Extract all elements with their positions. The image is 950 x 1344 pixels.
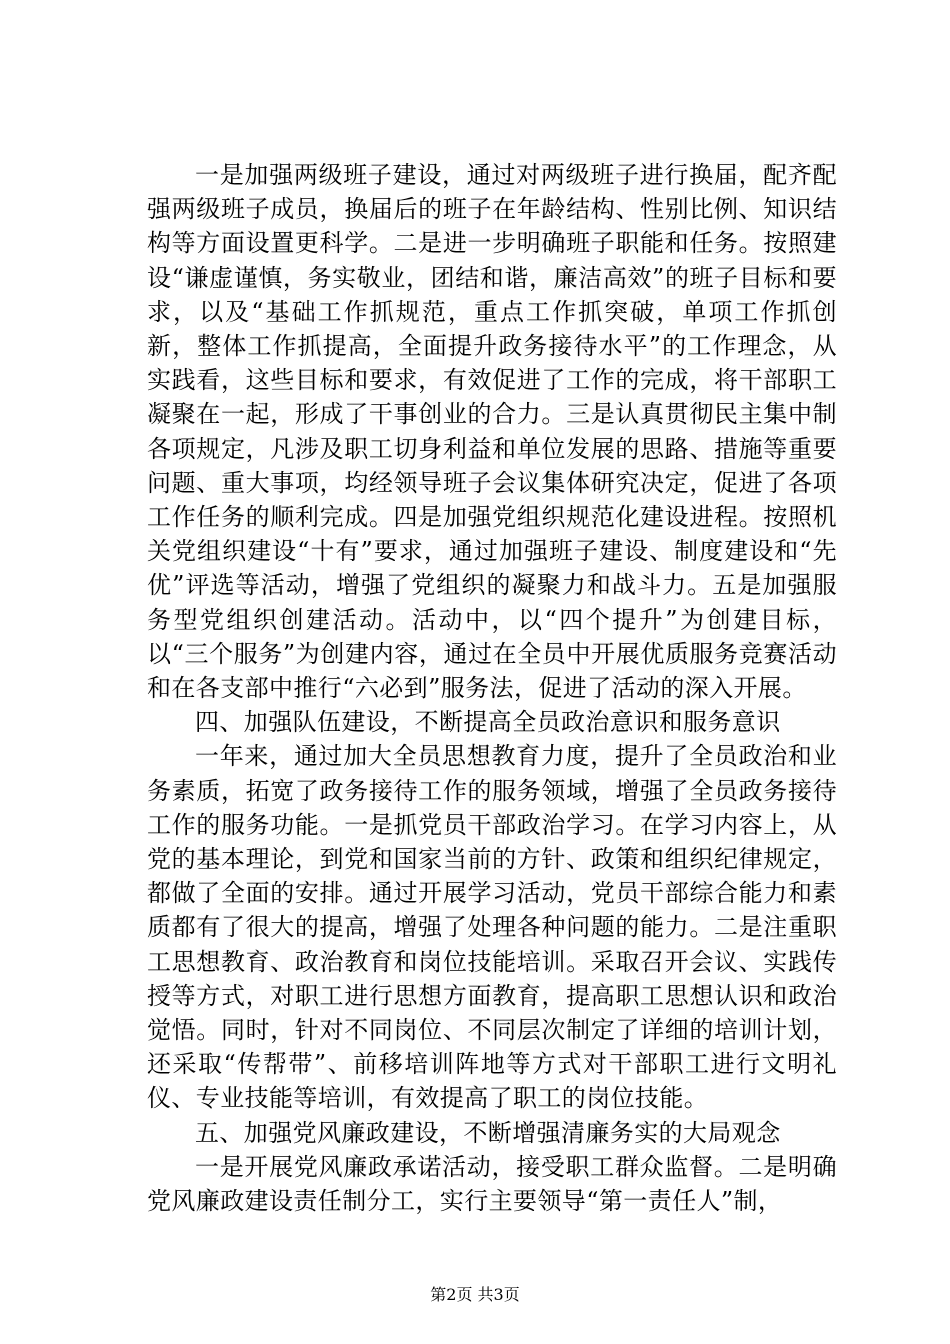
section-heading-team-building: 四、加强队伍建设，不断提高全员政治意识和服务意识 xyxy=(195,708,781,737)
paragraph-integrity: 一是开展党风廉政承诺活动，接受职工群众监督。二是明确党风廉政建设责任制分工，实行主要领导“第一责任人”制， xyxy=(147,1152,837,1216)
section-heading-integrity: 五、加强党风廉政建设，不断增强清廉务实的大局观念 xyxy=(195,1118,781,1147)
page-number-footer: 第2页 共3页 xyxy=(430,1285,520,1304)
paragraph-team-building: 一年来，通过加大全员思想教育力度，提升了全员政治和业务素质，拓宽了政务接待工作的服务领域，增强了全员政务接待工作的服务功能。一是抓党员干部政治学习。在学习内容上，从党的基本理论，到党和国家当前的方针、政策和组织纪律规定，都做了全面的安排。通过开展学习活动，党员干部综合能力和素质都有了很大的提高，增强了处理各种问题的能力。二是注重职工思想教育、政治教育和岗位技能培训。采取召开会议、实践传授等方式，对职工进行思想方面教育，提高职工思想认识和政治觉悟。同时，针对不同岗位、不同层次制定了详细的培训计划，还采取“传帮带”、前移培训阵地等方式对干部职工进行文明礼仪、专业技能等培训，有效提高了职工的岗位技能。 xyxy=(147,742,837,1113)
document-body xyxy=(147,158,837,1218)
paragraph-leadership: 一是加强两级班子建设，通过对两级班子进行换届，配齐配强两级班子成员，换届后的班子在年龄结构、性别比例、知识结构等方面设置更科学。二是进一步明确班子职能和任务。按照建设“谦虚谨慎，务实敬业，团结和谐，廉洁高效”的班子目标和要求，以及“基础工作抓规范，重点工作抓突破，单项工作抓创新，整体工作抓提高，全面提升政务接待水平”的工作理念，从实践看，这些目标和要求，有效促进了工作的完成，将干部职工凝聚在一起，形成了干事创业的合力。三是认真贯彻民主集中制各项规定，凡涉及职工切身利益和单位发展的思路、措施等重要问题、重大事项，均经领导班子会议集体研究决定，促进了各项工作任务的顺利完成。四是加强党组织规范化建设进程。按照机关党组织建设“十有”要求，通过加强班子建设、制度建设和“先优”评选等活动，增强了党组织的凝聚力和战斗力。五是加强服务型党组织创建活动。活动中，以“四个提升”为创建目标，以“三个服务”为创建内容，通过在全员中开展优质服务竞赛活动和在各支部中推行“六必到”服务法，促进了活动的深入开展。 xyxy=(147,161,837,703)
